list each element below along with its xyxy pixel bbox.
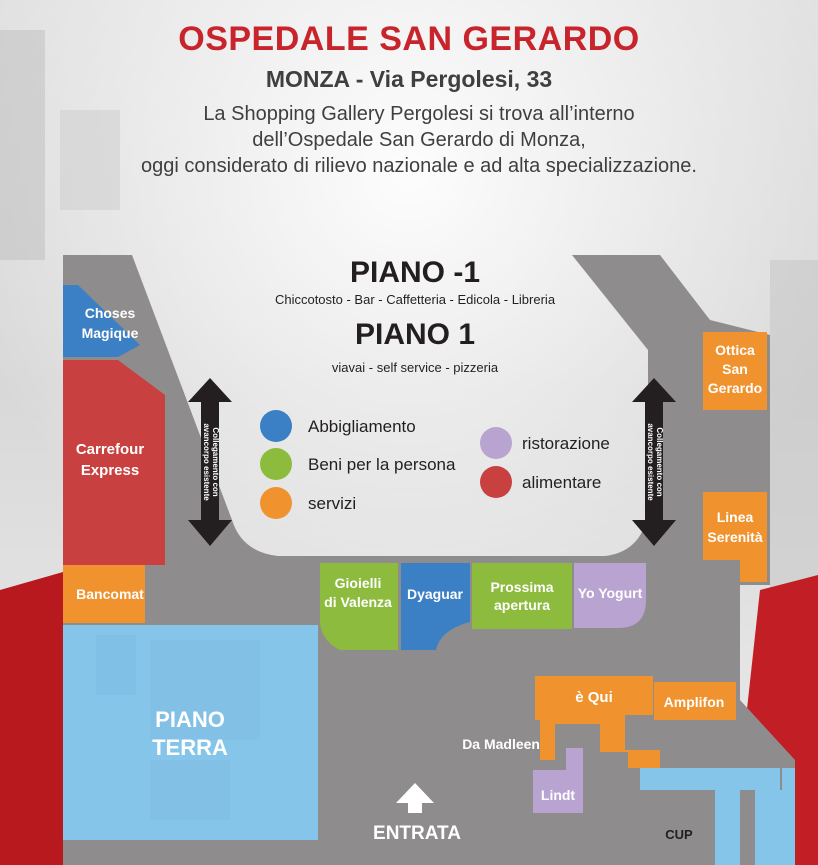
- store-label: è Qui: [575, 689, 613, 706]
- store-label: Choses: [84, 305, 136, 321]
- page-subtitle: MONZA - Via Pergolesi, 33: [265, 66, 553, 92]
- store-prossima-apertura[interactable]: [472, 563, 572, 629]
- legend-label: Abbigliamento: [308, 417, 416, 436]
- floor-plus1-desc: viavai - self service - pizzeria: [331, 360, 499, 375]
- legend-dot-alimentare: [480, 466, 512, 498]
- store-label: Magique: [81, 325, 139, 341]
- store-label: di Valenza: [324, 594, 392, 610]
- store-label: apertura: [493, 597, 551, 613]
- page-title: OSPEDALE SAN GERARDO: [178, 20, 640, 58]
- store-label: Dyaguar: [406, 586, 464, 602]
- floor-minus1-desc: Chiccotosto - Bar - Caffetteria - Edicola - Libreria: [274, 292, 556, 307]
- entrance-label: ENTRATA: [373, 823, 461, 844]
- connection-label: Collegamento con: [211, 427, 220, 497]
- ground-floor-title: PIANO: [155, 707, 225, 732]
- legend-label: servizi: [308, 494, 357, 513]
- connection-label: avancorpo esistente: [646, 423, 655, 501]
- floor-minus1-title: PIANO -1: [349, 256, 481, 289]
- description-line: dell’Ospedale San Gerardo di Monza,: [252, 129, 586, 151]
- store-label: Gerardo: [707, 380, 763, 396]
- cup-label: CUP: [665, 827, 693, 842]
- legend-dot-beni-persona: [260, 448, 292, 480]
- store-label: Gioielli: [334, 575, 382, 591]
- legend-dot-ristorazione: [480, 427, 512, 459]
- store-label: Linea: [716, 509, 754, 525]
- description-line: La Shopping Gallery Pergolesi si trova all’interno: [203, 103, 635, 125]
- store-label: Amplifon: [663, 694, 725, 710]
- legend-label: alimentare: [522, 473, 602, 492]
- store-label: Carrefour: [75, 441, 145, 458]
- store-label: Lindt: [540, 787, 576, 803]
- connection-label: Collegamento con: [655, 427, 664, 497]
- legend-label: Beni per la persona: [308, 455, 456, 474]
- store-label: Express: [80, 462, 140, 479]
- ground-floor-title: TERRA: [152, 735, 228, 760]
- legend-dot-abbigliamento: [260, 410, 292, 442]
- store-label: Da Madleen: [462, 736, 540, 752]
- legend-dot-servizi: [260, 487, 292, 519]
- store-label: Ottica: [715, 342, 755, 358]
- legend-label: ristorazione: [522, 434, 610, 453]
- description-line: oggi considerato di rilievo nazionale e ad alta specializzazione.: [141, 155, 697, 177]
- store-label: Yo Yogurt: [577, 585, 643, 601]
- connection-label: avancorpo esistente: [202, 423, 211, 501]
- store-label: Bancomat: [76, 586, 144, 602]
- store-label: Prossima: [490, 579, 554, 595]
- store-label: Serenità: [707, 529, 763, 545]
- floor-plus1-title: PIANO 1: [354, 318, 476, 351]
- store-label: San: [722, 361, 748, 377]
